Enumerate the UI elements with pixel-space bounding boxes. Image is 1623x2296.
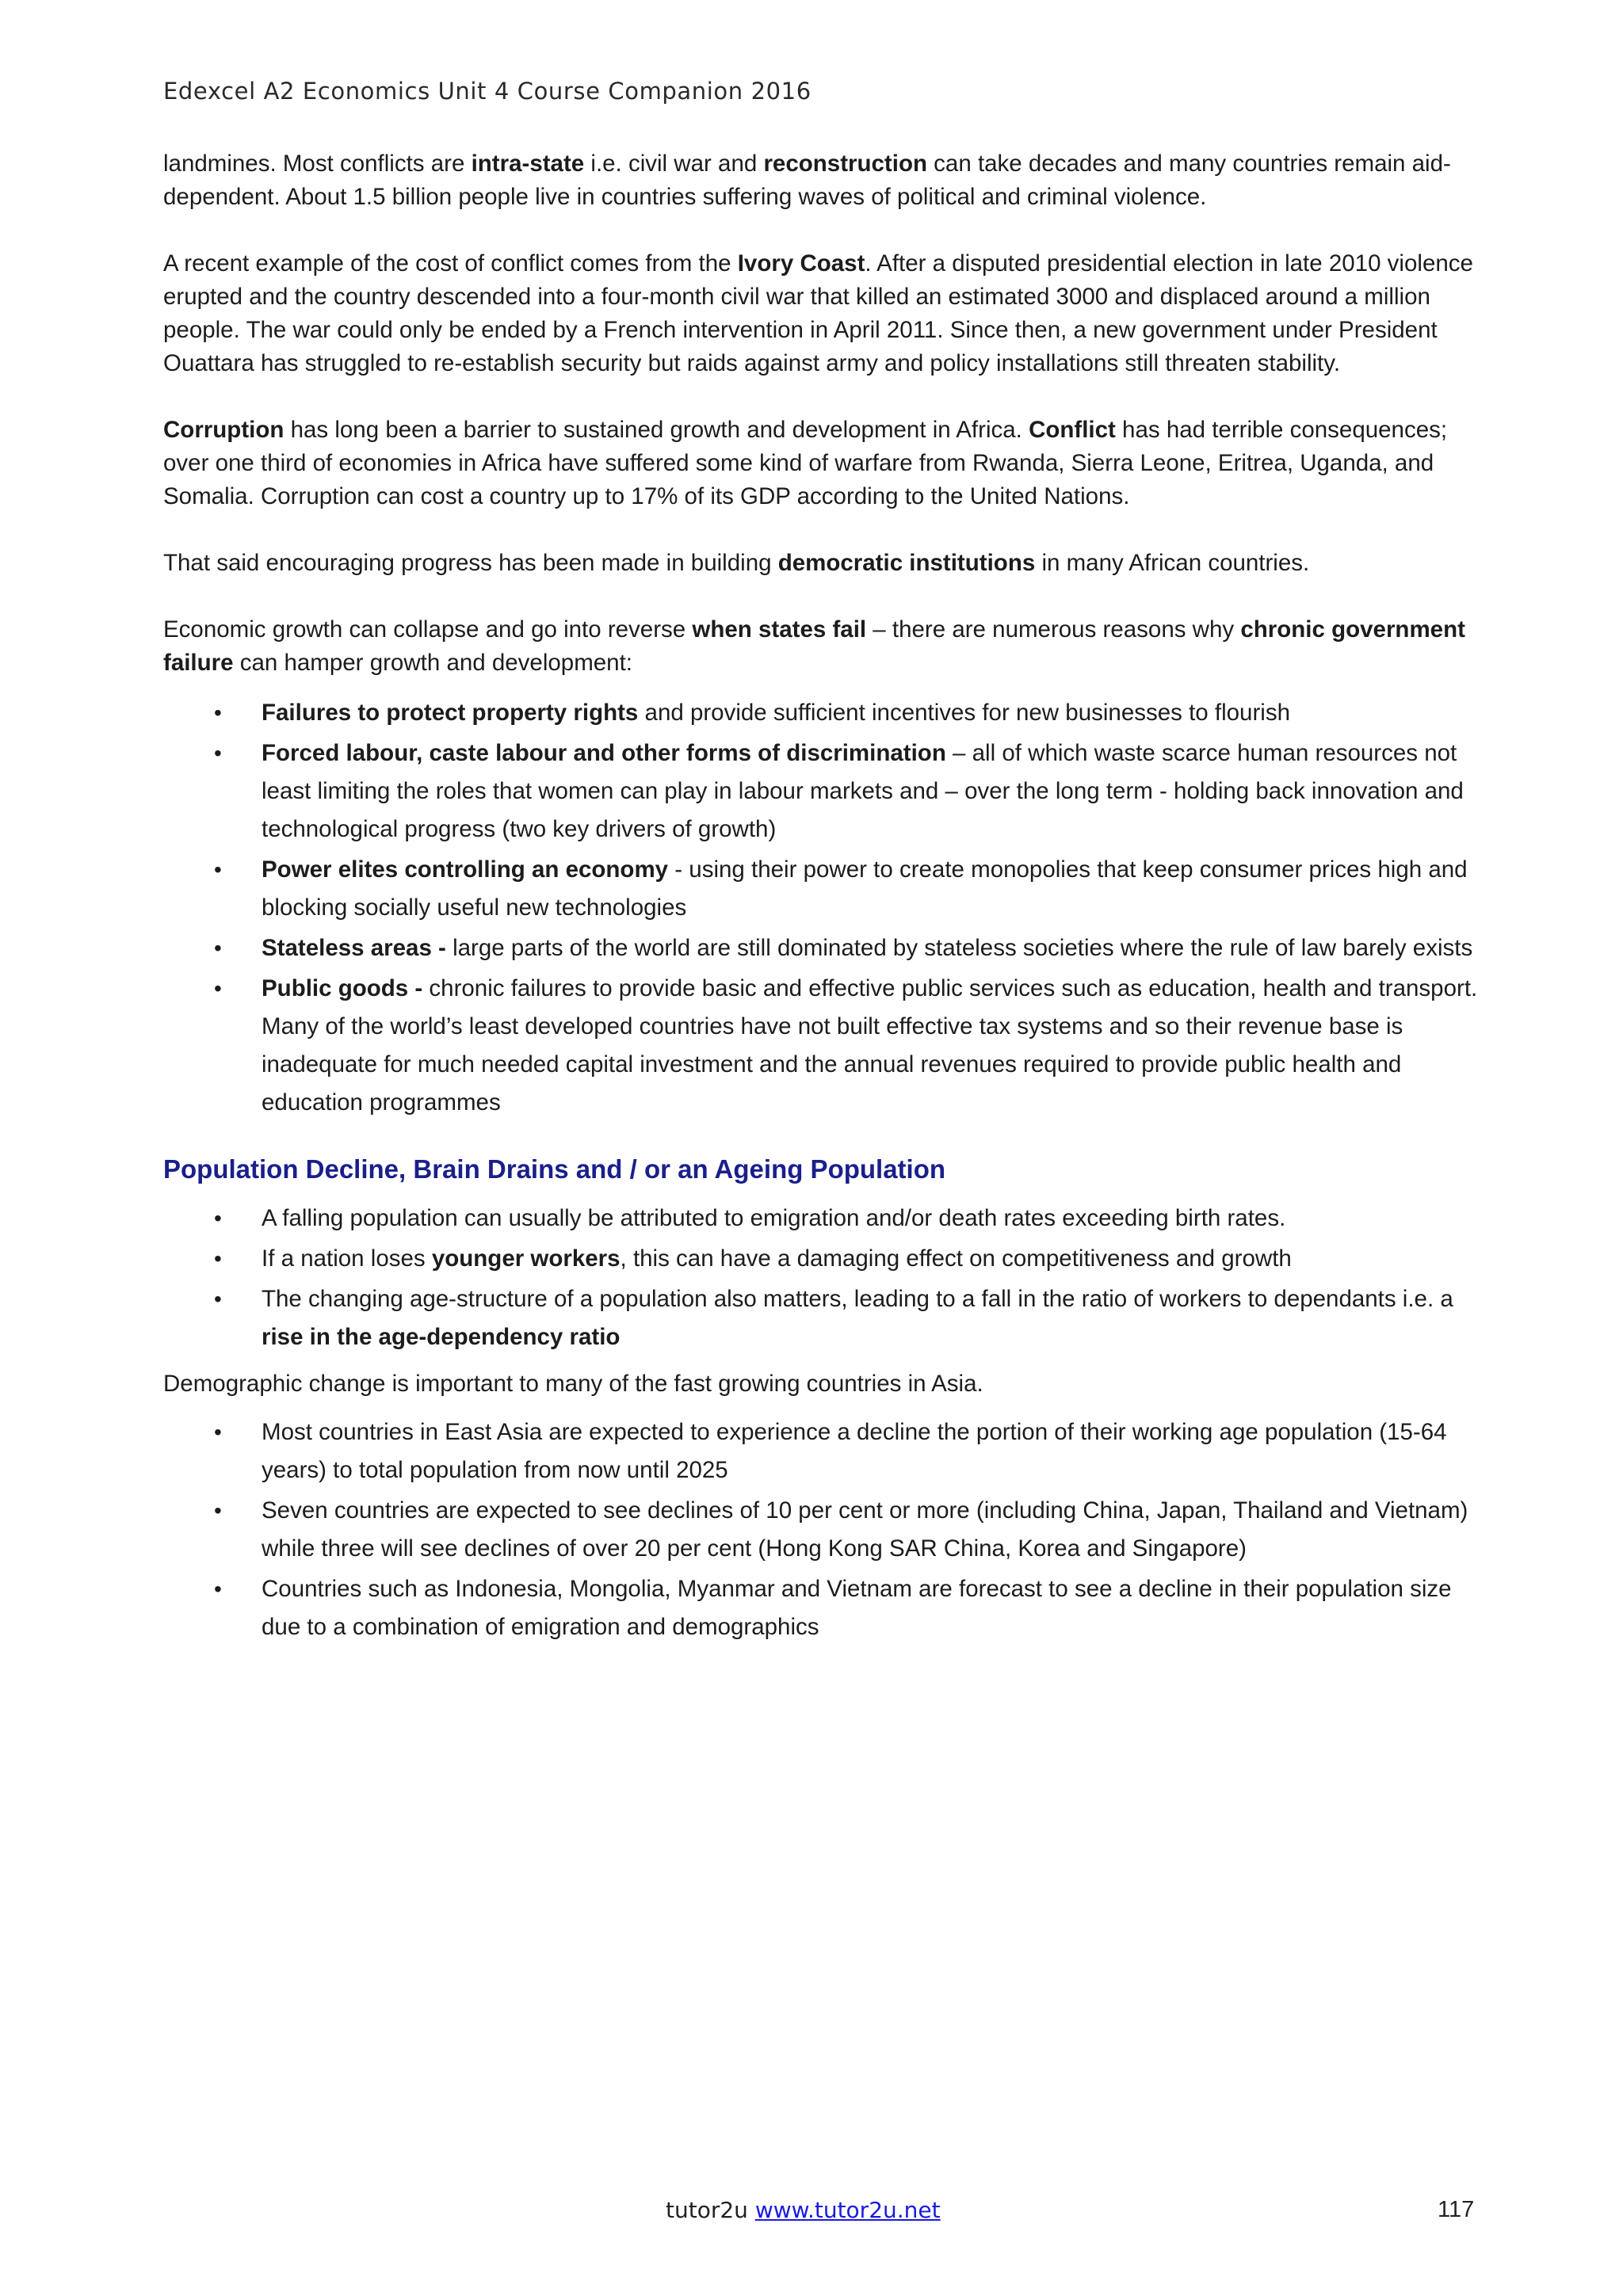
list-item <box>163 851 1495 927</box>
brand-name: tutor2u <box>666 2197 748 2223</box>
text-run: - using their power to create monopolies that keep consumer prices high and blocking socially useful new technologies <box>262 856 1468 921</box>
bold-term: intra-state <box>471 151 585 177</box>
list-item <box>163 1280 1495 1356</box>
text-run: chronic failures to provide basic and effective public services such as education, health and transport. Many of the world’s least developed countries have not built effective tax systems and so their revenue base is inadequate for much needed capital investment and the annual revenues required to provide public health and education programmes <box>262 975 1478 1116</box>
bullet-icon: • <box>214 1287 222 1311</box>
page-number: 117 <box>1438 2197 1475 2222</box>
text-run: – all of which waste scarce human resources not least limiting the roles that women can play in labour markets and – over the long term - holding back innovation and technological progress (two key drivers of growth) <box>262 740 1464 842</box>
text-run: landmines. Most conflicts are <box>163 151 472 177</box>
paragraph-corruption <box>163 414 1495 513</box>
list-item <box>163 734 1495 849</box>
text-run: can hamper growth and development: <box>233 650 632 676</box>
bullet-icon: • <box>214 857 222 882</box>
running-header: Edexcel A2 Economics Unit 4 Course Companion 2016 <box>163 78 812 105</box>
asia-list <box>163 1413 1495 1646</box>
text-run: , this can have a damaging effect on competitiveness and growth <box>620 1245 1292 1272</box>
text-run: in many African countries. <box>1035 550 1310 576</box>
text-run: If a nation loses <box>262 1245 432 1272</box>
text-run: A falling population can usually be attributed to emigration and/or death rates exceeding birth rates. <box>262 1205 1286 1231</box>
list-item <box>163 694 1495 732</box>
bullet-icon: • <box>214 1577 222 1601</box>
bold-term: rise in the age-dependency ratio <box>262 1324 621 1350</box>
text-run: has had terrible consequences; over one third of economies in Africa have suffered some kind of warfare from Rwanda, Sierra Leone, Eritrea, Uganda, and Somalia. Corruption can cost a country up to 17% of its GDP according to the United Nations. <box>163 417 1448 509</box>
text-run: Seven countries are expected to see declines of 10 per cent or more (including China, Japan, Thailand and Vietnam) while three will see declines of over 20 per cent (Hong Kong SAR China, Korea and Singapore) <box>262 1497 1468 1562</box>
bold-term: Conflict <box>1029 417 1116 443</box>
text-run: Most countries in East Asia are expected to experience a decline the portion of their working age population (15-64 years) to total population from now until 2025 <box>262 1419 1447 1483</box>
body-content <box>163 147 1495 1649</box>
bold-term: chronic government failure <box>163 616 1465 676</box>
bullet-icon: • <box>214 1498 222 1523</box>
text-run: Economic growth can collapse and go into reverse <box>163 616 693 643</box>
population-list <box>163 1199 1495 1356</box>
paragraph-democratic-institutions <box>163 547 1495 580</box>
section-heading: Population Decline, Brain Drains and / or an Ageing Population <box>163 1154 946 1184</box>
text-run: – there are numerous reasons why <box>866 616 1241 643</box>
bullet-icon: • <box>214 976 222 1001</box>
bold-term: Forced labour, caste labour and other forms of discrimination <box>262 740 946 766</box>
paragraph-ivory-coast <box>163 247 1495 380</box>
paragraph-state-failure <box>163 613 1495 680</box>
bullet-icon: • <box>214 1206 222 1230</box>
text-run: A recent example of the cost of conflict comes from the <box>163 250 738 277</box>
text-run: and provide sufficient incentives for new businesses to flourish <box>638 700 1290 726</box>
text-run: i.e. civil war and <box>584 151 764 177</box>
list-item <box>163 1240 1495 1278</box>
text-run: That said encouraging progress has been made in building <box>163 550 778 576</box>
bold-term: Ivory Coast <box>737 250 865 277</box>
list-item <box>163 1413 1495 1489</box>
list-item <box>163 970 1495 1122</box>
bullet-icon: • <box>214 741 222 765</box>
bullet-icon: • <box>214 936 222 960</box>
bold-term: Failures to protect property rights <box>262 700 639 726</box>
text-run: can take decades and many countries remain aid-dependent. About 1.5 billion people live in countries suffering waves of political and criminal violence. <box>163 151 1451 210</box>
bold-term: Public goods - <box>262 975 423 1001</box>
text-run: large parts of the world are still dominated by stateless societies where the rule of law barely exists <box>445 935 1473 961</box>
bullet-icon: • <box>214 1420 222 1444</box>
text-run: Demographic change is important to many of the fast growing countries in Asia. <box>163 1371 983 1397</box>
list-item <box>163 929 1495 967</box>
government-failure-list <box>163 694 1495 1122</box>
list-item <box>163 1492 1495 1568</box>
footer-brand <box>666 2197 941 2223</box>
bold-term: reconstruction <box>763 151 927 177</box>
text-run: . After a disputed presidential election in late 2010 violence erupted and the country descended into a four-month civil war that killed an estimated 3000 and displaced around a million people. The war could only be ended by a French intervention in April 2011. Since then, a new government under President Ouattara has struggled to re-establish security but raids against army and policy installations still threaten stability. <box>163 250 1473 376</box>
paragraph-conflict-intro <box>163 147 1495 214</box>
page-footer <box>0 2197 1623 2232</box>
bold-term: Corruption <box>163 417 285 443</box>
bold-term: Power elites controlling an economy <box>262 856 669 883</box>
paragraph-demographic-change <box>163 1367 1495 1401</box>
list-item <box>163 1570 1495 1646</box>
bullet-icon: • <box>214 1246 222 1271</box>
text-run: has long been a barrier to sustained growth and development in Africa. <box>284 417 1029 443</box>
bold-term: younger workers <box>431 1245 621 1272</box>
bold-term: democratic institutions <box>777 550 1036 576</box>
website-link[interactable]: www.tutor2u.net <box>754 2197 941 2223</box>
text-run: Countries such as Indonesia, Mongolia, Myanmar and Vietnam are forecast to see a decline in their population size due to a combination of emigration and demographics <box>262 1576 1452 1640</box>
list-item <box>163 1199 1495 1238</box>
bullet-icon: • <box>214 700 222 725</box>
bold-term: Stateless areas - <box>262 935 446 961</box>
bold-term: when states fail <box>692 616 867 643</box>
text-run: The changing age-structure of a population also matters, leading to a fall in the ratio of workers to dependants i.e. a <box>262 1286 1453 1312</box>
